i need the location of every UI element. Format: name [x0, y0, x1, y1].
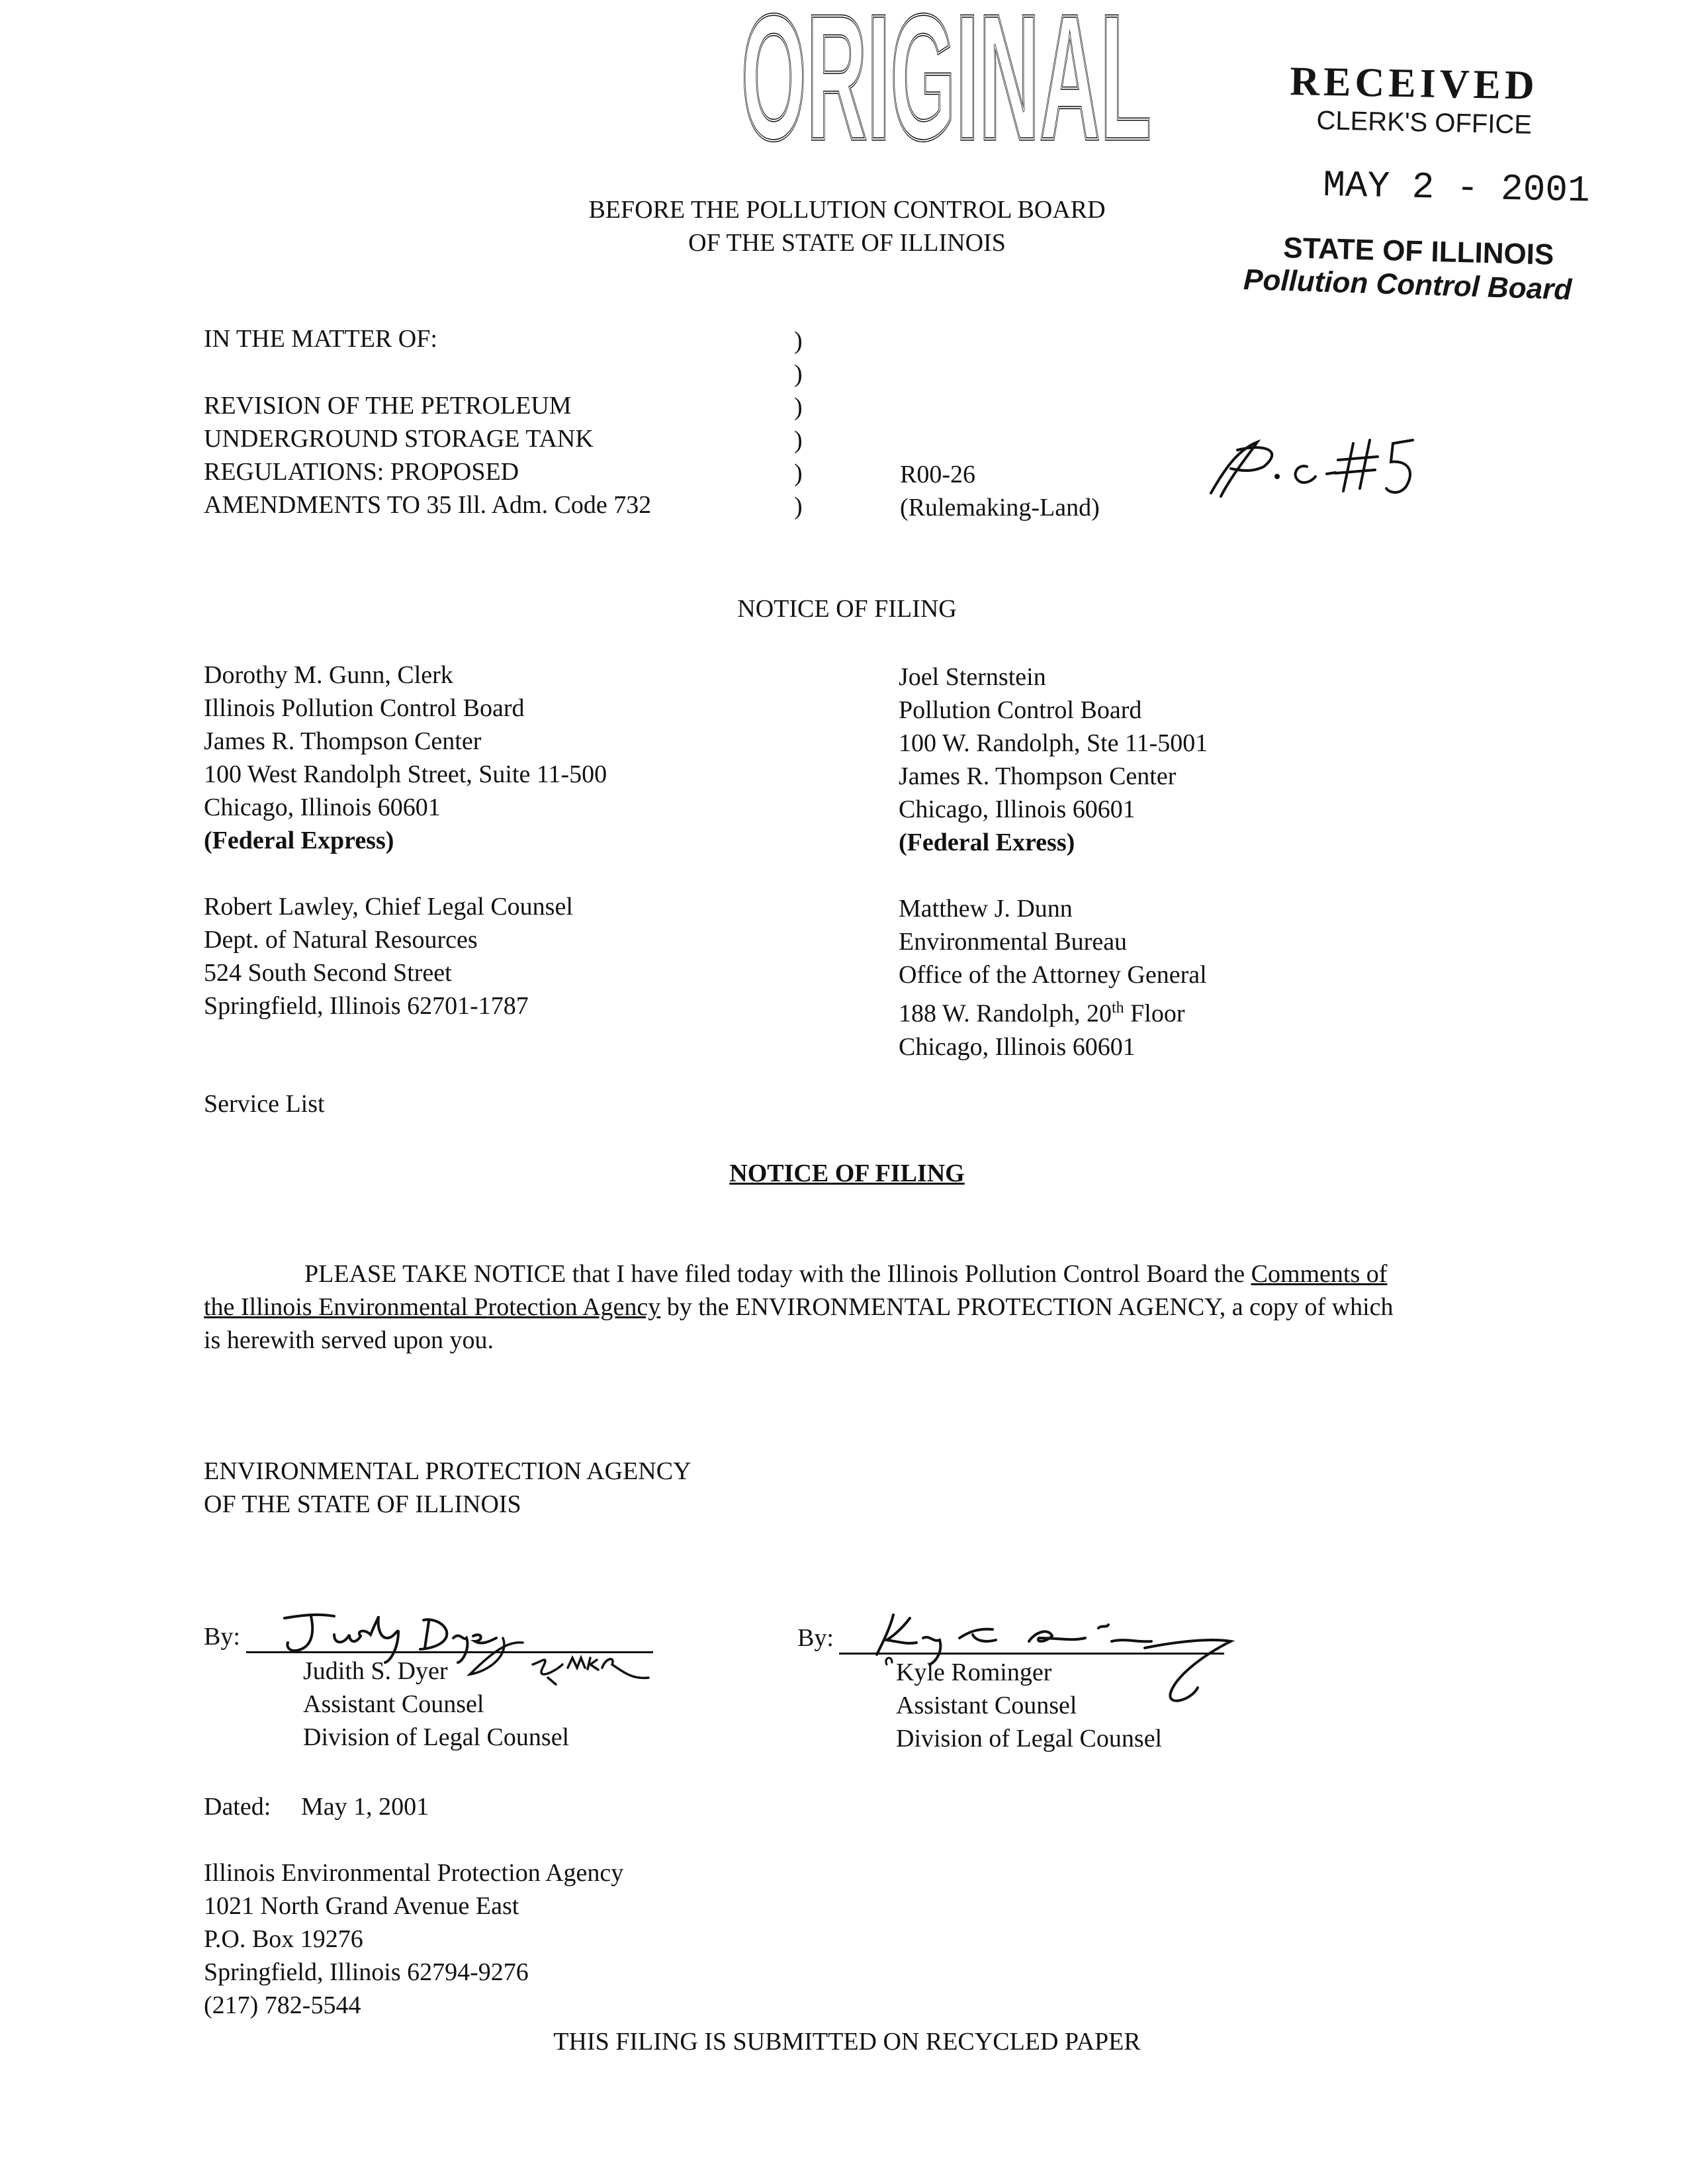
caption-paren: ) — [794, 492, 803, 520]
recipient-line: Environmental Bureau — [899, 928, 1128, 956]
caption-title-line-1: REVISION OF THE PETROLEUM — [204, 392, 572, 420]
court-header-line1: BEFORE THE POLLUTION CONTROL BOARD — [588, 196, 1106, 224]
comments-link-part-a: Comments of — [1251, 1260, 1388, 1288]
sender-address-line: Illinois Environmental Protection Agency — [204, 1859, 624, 1887]
recipient-clerk — [204, 659, 607, 857]
caption-paren: ) — [794, 327, 803, 355]
recipient-line: Matthew J. Dunn — [899, 895, 1073, 923]
recipient-line: Pollution Control Board — [899, 696, 1142, 724]
recipient-line: Joel Sternstein — [899, 663, 1046, 691]
received-stamp — [1244, 58, 1615, 323]
recipient-delivery: (Federal Exress) — [899, 829, 1075, 856]
recipient-line: 100 W. Randolph, Ste 11-5001 — [899, 729, 1208, 757]
floor-suffix: th — [1111, 999, 1124, 1017]
docket-number: R00-26 — [900, 461, 975, 488]
recipient-line: 524 South Second Street — [204, 959, 452, 987]
signatory-division: Division of Legal Counsel — [303, 1723, 570, 1751]
recycled-paper-footer: THIS FILING IS SUBMITTED ON RECYCLED PAPER — [553, 2028, 1141, 2056]
agency-line-2: OF THE STATE OF ILLINOIS — [204, 1490, 521, 1518]
signature-by-label: By: — [797, 1624, 834, 1652]
original-stamp — [728, 0, 1165, 165]
received-state: STATE OF ILLINOIS — [1282, 232, 1554, 271]
body-line-3: is herewith served upon you. — [204, 1326, 494, 1354]
sender-address-line: Springfield, Illinois 62794-9276 — [204, 1958, 529, 1986]
notice-heading-2: NOTICE OF FILING — [729, 1160, 965, 1187]
sender-address — [204, 1856, 623, 2022]
docket-type: (Rulemaking-Land) — [900, 494, 1100, 522]
recipient-line: Dorothy M. Gunn, Clerk — [204, 661, 453, 689]
floor-word: Floor — [1124, 999, 1185, 1028]
caption-paren: ) — [794, 426, 803, 454]
body-line-2 — [204, 1291, 1394, 1324]
signatory-name: Judith S. Dyer — [303, 1657, 448, 1685]
dated-value: May 1, 2001 — [301, 1793, 429, 1821]
recipient-line: James R. Thompson Center — [899, 762, 1177, 790]
body-line-1 — [304, 1257, 1387, 1291]
original-stamp-text: ORIGINAL — [741, 0, 1151, 165]
caption-title-line-3: REGULATIONS: PROPOSED — [204, 458, 519, 486]
recipient-line: Office of the Attorney General — [899, 961, 1207, 989]
signatory-name: Kyle Rominger — [896, 1659, 1052, 1686]
agency-line-1: ENVIRONMENTAL PROTECTION AGENCY — [204, 1457, 691, 1485]
recipient-line: 188 W. Randolph, 20 — [899, 999, 1112, 1028]
service-list: Service List — [204, 1090, 325, 1118]
received-board: Pollution Control Board — [1243, 263, 1572, 306]
court-header-line2: OF THE STATE OF ILLINOIS — [688, 229, 1006, 257]
recipient-line: Robert Lawley, Chief Legal Counsel — [204, 893, 573, 921]
signature-by-label: By: — [204, 1623, 240, 1651]
original-stamp-inner: ORIGINAL — [741, 0, 1151, 165]
recipient-dnr — [204, 890, 573, 1023]
recipient-sternstein — [899, 660, 1208, 859]
recipient-line: Dept. of Natural Resources — [204, 926, 478, 954]
caption-paren: ) — [794, 360, 803, 388]
handwritten-pc-note — [1184, 430, 1436, 510]
received-office: CLERK'S OFFICE — [1316, 106, 1533, 140]
body-text: PLEASE TAKE NOTICE that I have filed today with the Illinois Pollution Control Board the — [304, 1260, 1251, 1288]
signatory-title: Assistant Counsel — [303, 1690, 484, 1718]
matter-label: IN THE MATTER OF: — [204, 325, 437, 353]
signatory-title: Assistant Counsel — [896, 1692, 1077, 1719]
recipient-address-floor — [899, 991, 1207, 1030]
dated-label: Dated: — [204, 1793, 271, 1821]
caption-paren: ) — [794, 393, 803, 421]
recipient-line: Chicago, Illinois 60601 — [899, 1032, 1136, 1061]
recipient-line: James R. Thompson Center — [204, 727, 482, 755]
caption-title-line-2: UNDERGROUND STORAGE TANK — [204, 425, 594, 453]
notice-heading-1: NOTICE OF FILING — [737, 595, 957, 623]
received-title: RECEIVED — [1289, 58, 1539, 109]
recipient-attorney-general — [899, 892, 1207, 1064]
recipient-delivery: (Federal Express) — [204, 827, 394, 854]
caption-title-line-4: AMENDMENTS TO 35 Ill. Adm. Code 732 — [204, 491, 652, 519]
sender-address-line: P.O. Box 19276 — [204, 1925, 363, 1953]
recipient-line: Chicago, Illinois 60601 — [899, 796, 1136, 823]
sender-address-line: 1021 North Grand Avenue East — [204, 1892, 519, 1920]
signatory-division: Division of Legal Counsel — [896, 1725, 1163, 1752]
received-date: MAY 2 - 2001 — [1322, 164, 1591, 212]
recipient-line: Illinois Pollution Control Board — [204, 694, 525, 722]
recipient-line: Chicago, Illinois 60601 — [204, 794, 441, 821]
body-text: by the ENVIRONMENTAL PROTECTION AGENCY, a copy of which — [660, 1293, 1394, 1321]
recipient-line: 100 West Randolph Street, Suite 11-500 — [204, 760, 607, 788]
caption-paren: ) — [794, 459, 803, 487]
comments-link-part-b: the Illinois Environmental Protection Agency — [204, 1293, 661, 1321]
sender-address-line: (217) 782-5544 — [204, 1991, 361, 2019]
recipient-line: Springfield, Illinois 62701-1787 — [204, 992, 529, 1020]
